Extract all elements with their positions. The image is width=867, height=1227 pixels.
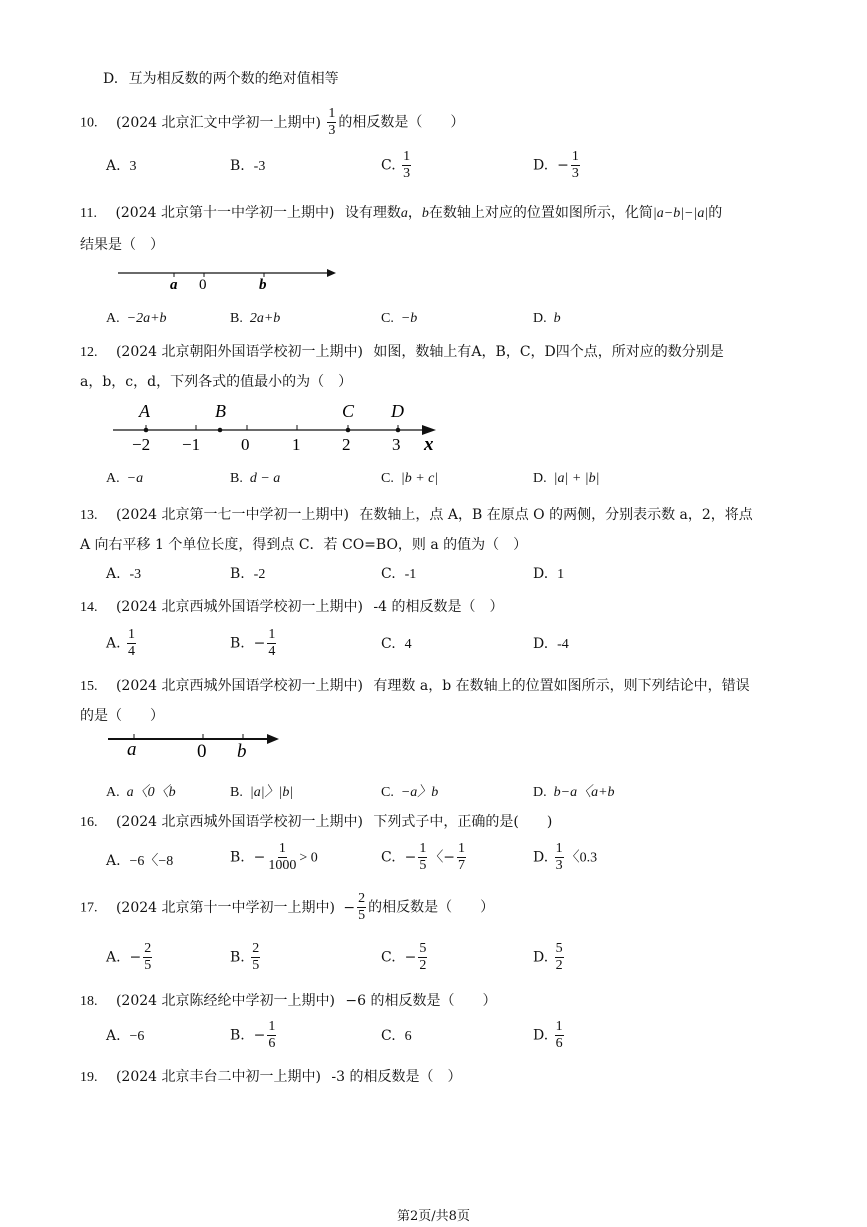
expression: |a−b|−|a|: [652, 206, 709, 221]
q13-option-b: [230, 566, 265, 583]
option-letter: C.: [381, 849, 396, 866]
question-tail: 的相反数是（ ）: [338, 114, 465, 131]
option-letter: A.: [106, 311, 120, 326]
comma: ，: [407, 205, 422, 221]
numerator: 1: [278, 841, 286, 856]
denominator: 3: [403, 166, 411, 181]
option-letter: B.: [230, 311, 243, 326]
option-text: 6: [404, 1029, 412, 1044]
option-letter: A.: [106, 158, 121, 174]
option-letter: A.: [106, 785, 120, 800]
denominator: 4: [268, 644, 276, 659]
denominator: 5: [144, 958, 152, 973]
question-source: (2024 北京第十一中学初一上期中): [115, 205, 335, 221]
question-text: 下列式子中，正确的是( ): [373, 814, 553, 830]
comparison: > 0: [299, 850, 318, 866]
q15-option-d: [533, 781, 615, 801]
numerator: 1: [268, 627, 276, 642]
option-text: b−a〈a+b: [553, 785, 615, 800]
q14-option-b: [230, 627, 278, 660]
question-tail: 的: [708, 205, 723, 221]
fraction: [267, 627, 276, 660]
option-text: −a: [126, 471, 144, 486]
q18-option-c: [381, 1028, 412, 1045]
question-number: 18.: [80, 994, 98, 1009]
q12-option-c: [381, 471, 438, 487]
question-17: [80, 891, 494, 924]
axis-label-b: b: [237, 741, 247, 762]
question-14: [80, 596, 504, 616]
question-15: [80, 675, 750, 695]
q16-option-d: [533, 841, 597, 874]
numerator: 1: [458, 841, 466, 856]
option-letter: C.: [381, 157, 396, 174]
numerator: 1: [403, 149, 411, 164]
option-text: |a| + |b|: [553, 471, 600, 486]
q13-option-a: [106, 566, 141, 583]
option-letter: B.: [230, 471, 243, 486]
option-text: 3: [129, 159, 137, 174]
numerator: 2: [252, 941, 260, 956]
arrow-head: [327, 269, 336, 277]
option-letter: B.: [230, 849, 245, 866]
tick-label: 2: [342, 435, 351, 454]
minus-sign: −: [129, 949, 142, 966]
fraction: [555, 941, 564, 974]
option-letter: D.: [533, 471, 547, 486]
option-text: -1: [404, 567, 417, 582]
q11-option-b: [230, 311, 280, 327]
q16-option-a: [106, 850, 173, 870]
numerator: 2: [358, 891, 366, 906]
numerator: 1: [268, 1019, 276, 1034]
option-text: −2a+b: [126, 311, 167, 326]
option-text: |a|〉|b|: [249, 785, 294, 800]
fraction: [418, 841, 427, 874]
fraction: [251, 941, 260, 974]
q11-option-a: [106, 311, 167, 327]
question-12: [80, 341, 724, 361]
question-source: (2024 北京汇文中学初一上期中): [115, 114, 321, 131]
fraction: [555, 841, 564, 874]
denominator: 5: [419, 858, 427, 873]
denominator: 2: [419, 958, 427, 973]
number-line-figure-q12: [110, 398, 445, 454]
fraction: [571, 149, 580, 182]
option-letter: D.: [103, 71, 119, 87]
q18-option-d: [533, 1019, 566, 1052]
q11-option-c: [381, 311, 417, 327]
option-text: 互为相反数的两个数的绝对值相等: [128, 71, 339, 87]
option-text: −6〈−8: [129, 854, 174, 869]
point-a-dot: [144, 428, 149, 433]
option-letter: C.: [381, 949, 396, 966]
question-source: (2024 北京朝阳外国语学校初一上期中): [115, 344, 363, 360]
option-letter: D.: [533, 157, 549, 174]
question-text: 有理数 a，b 在数轴上的位置如图所示，则下列结论中，错误: [373, 678, 750, 694]
question-number: 19.: [80, 1070, 98, 1085]
option-letter: A.: [106, 949, 121, 966]
minus-sign: −: [253, 1027, 266, 1044]
question-source: (2024 北京陈经纶中学初一上期中): [115, 993, 335, 1009]
q13-option-c: [381, 566, 416, 583]
q15-option-b: [230, 781, 293, 801]
option-text: b: [553, 311, 561, 326]
axis-label-0: 0: [199, 277, 207, 292]
option-letter: C.: [381, 785, 394, 800]
q17-option-a: [106, 941, 154, 974]
fraction: [127, 627, 136, 660]
question-15-line2: 的是（ ）: [80, 708, 164, 724]
q12-option-d: [533, 471, 599, 487]
minus-sign: −: [404, 949, 417, 966]
option-letter: C.: [381, 311, 394, 326]
numerator: 1: [571, 149, 579, 164]
axis-label-0: 0: [197, 741, 207, 762]
q17-option-c: [381, 941, 429, 974]
question-number: 17.: [80, 900, 98, 916]
option-letter: A.: [106, 1028, 121, 1044]
question-number: 10.: [80, 115, 98, 131]
q12-option-b: [230, 471, 280, 487]
option-letter: A.: [106, 471, 120, 486]
question-number: 11.: [80, 206, 97, 221]
q10-option-b: [230, 158, 265, 175]
question-text: 在数轴上对应的位置如图所示，化简: [428, 205, 653, 221]
point-label-c: C: [342, 401, 355, 421]
fraction: [555, 1019, 564, 1052]
minus-sign: −: [343, 899, 356, 916]
fraction: [143, 941, 152, 974]
question-13: [80, 504, 753, 524]
q10-option-c: [381, 149, 413, 182]
option-letter: B.: [230, 949, 245, 966]
axis-label-a: a: [170, 277, 178, 292]
option-letter: C.: [381, 636, 396, 652]
tick-label: −2: [132, 435, 151, 454]
q13-option-d: [533, 566, 564, 583]
point-label-a: A: [139, 401, 150, 421]
q11-option-d: [533, 311, 561, 327]
question-11: [80, 202, 722, 222]
question-18: [80, 990, 497, 1010]
axis-label-b: b: [259, 277, 267, 292]
option-letter: D.: [533, 566, 549, 582]
tick-label: −1: [182, 435, 201, 454]
numerator: 1: [328, 106, 336, 121]
option-text: −a〉b: [400, 785, 439, 800]
minus-sign: −: [404, 849, 417, 866]
question-text: 在数轴上，点 A，B 在原点 O 的两侧，分别表示数 a，2，将点: [359, 507, 753, 523]
q14-option-d: [533, 636, 569, 653]
question-number: 12.: [80, 345, 98, 360]
fraction: [357, 891, 366, 924]
option-text: -3: [253, 159, 266, 174]
q10-option-d: [533, 149, 582, 182]
option-text: -3: [129, 567, 142, 582]
option-letter: A.: [106, 635, 121, 652]
point-d-dot: [396, 428, 401, 433]
option-letter: B.: [230, 1027, 245, 1044]
denominator: 3: [328, 123, 336, 138]
variable-a: a: [400, 206, 408, 221]
question-number: 13.: [80, 508, 98, 523]
tick-label: 0: [241, 435, 250, 454]
fraction: [267, 841, 297, 874]
option-letter: D.: [533, 949, 549, 966]
question-text: 如图，数轴上有A，B，C，D四个点，所对应的数分别是: [373, 344, 724, 360]
q14-option-a: [106, 627, 138, 660]
question-number: 14.: [80, 600, 98, 615]
question-text: -4 的相反数是（ ）: [373, 599, 504, 615]
q15-option-a: [106, 781, 176, 801]
option-text: |b + c|: [400, 471, 439, 486]
option-letter: C.: [381, 566, 396, 582]
denominator: 3: [555, 858, 563, 873]
question-number: 15.: [80, 679, 98, 694]
question-source: (2024 北京西城外国语学校初一上期中): [115, 814, 363, 830]
denominator: 5: [358, 908, 366, 923]
fraction: [327, 106, 336, 139]
q17-option-b: [230, 941, 262, 974]
q14-option-c: [381, 636, 412, 653]
option-letter: D.: [533, 1027, 549, 1044]
question-source: (2024 北京第一七一中学初一上期中): [115, 507, 349, 523]
tick-label: 3: [392, 435, 401, 454]
fraction: [457, 841, 466, 874]
question-source: (2024 北京西城外国语学校初一上期中): [115, 678, 363, 694]
option-text: a〈0〈b: [126, 785, 176, 800]
numerator: 1: [555, 1019, 563, 1034]
option-text: 2a+b: [249, 311, 281, 326]
q15-option-c: [381, 781, 438, 801]
minus-sign: −: [253, 635, 266, 652]
option-text: 1: [557, 567, 565, 582]
question-text: −6 的相反数是（ ）: [345, 993, 497, 1009]
option-letter: C.: [381, 1028, 396, 1044]
tick-label: 1: [292, 435, 301, 454]
numerator: 2: [144, 941, 152, 956]
q17-option-d: [533, 941, 566, 974]
number-line-figure-q15: [105, 728, 285, 762]
comparison: 〈−: [429, 849, 456, 866]
denominator: 1000: [268, 858, 297, 873]
point-b-dot: [218, 428, 223, 433]
denominator: 7: [458, 858, 466, 873]
page-footer: 第2页/共8页: [397, 1209, 470, 1224]
question-9-option-d: [103, 68, 339, 88]
arrow-head: [267, 734, 279, 744]
q16-option-c: [381, 841, 468, 874]
point-label-b: B: [215, 401, 226, 421]
denominator: 5: [252, 958, 260, 973]
point-label-d: D: [391, 401, 404, 421]
minus-sign: −: [253, 849, 266, 866]
denominator: 6: [268, 1036, 276, 1051]
question-13-line2: A 向右平移 1 个单位长度，得到点 C．若 CO=BO，则 a 的值为（ ）: [80, 537, 528, 553]
numerator: 1: [555, 841, 563, 856]
q18-option-a: [106, 1028, 144, 1045]
option-letter: B.: [230, 158, 245, 174]
q12-option-a: [106, 471, 143, 487]
question-number: 16.: [80, 815, 98, 830]
question-source: (2024 北京第十一中学初一上期中): [115, 899, 335, 916]
variable-b: b: [421, 206, 429, 221]
option-letter: D.: [533, 785, 547, 800]
numerator: 5: [419, 941, 427, 956]
question-10: [80, 106, 464, 139]
numerator: 1: [128, 627, 136, 642]
numerator: 1: [419, 841, 427, 856]
option-text: 4: [404, 637, 412, 652]
question-text: 设有理数: [344, 205, 401, 221]
option-letter: B.: [230, 785, 243, 800]
fraction: [267, 1019, 276, 1052]
option-letter: C.: [381, 471, 394, 486]
denominator: 6: [555, 1036, 563, 1051]
q16-option-b: [230, 841, 318, 874]
question-tail: 的相反数是（ ）: [368, 899, 495, 916]
fraction: [402, 149, 411, 182]
axis-variable: x: [424, 434, 434, 454]
point-c-dot: [346, 428, 351, 433]
question-16: [80, 811, 552, 831]
denominator: 3: [571, 166, 579, 181]
question-11-line2: 结果是（ ）: [80, 237, 164, 253]
option-letter: A.: [106, 853, 121, 869]
comparison: 〈0.3: [565, 850, 598, 866]
question-19: [80, 1066, 462, 1086]
option-letter: D.: [533, 636, 549, 652]
numerator: 5: [555, 941, 563, 956]
q10-option-a: [106, 158, 136, 175]
axis-label-a: a: [127, 739, 137, 760]
fraction: [418, 941, 427, 974]
number-line-figure-q11: [115, 262, 340, 292]
question-source: (2024 北京丰台二中初一上期中): [115, 1069, 321, 1085]
option-letter: A.: [106, 566, 121, 582]
option-text: d − a: [249, 471, 281, 486]
q18-option-b: [230, 1019, 278, 1052]
denominator: 2: [555, 958, 563, 973]
denominator: 4: [128, 644, 136, 659]
option-letter: B.: [230, 635, 245, 652]
option-text: -4: [557, 637, 569, 652]
option-text: −6: [129, 1029, 145, 1044]
question-source: (2024 北京西城外国语学校初一上期中): [115, 599, 363, 615]
option-letter: D.: [533, 849, 549, 866]
option-letter: D.: [533, 311, 547, 326]
question-text: -3 的相反数是（ ）: [331, 1069, 462, 1085]
question-12-line2: a，b，c，d，下列各式的值最小的为（ ）: [80, 374, 353, 390]
option-text: -2: [253, 567, 266, 582]
option-letter: B.: [230, 566, 245, 582]
option-text: −b: [400, 311, 418, 326]
minus-sign: −: [557, 157, 569, 174]
